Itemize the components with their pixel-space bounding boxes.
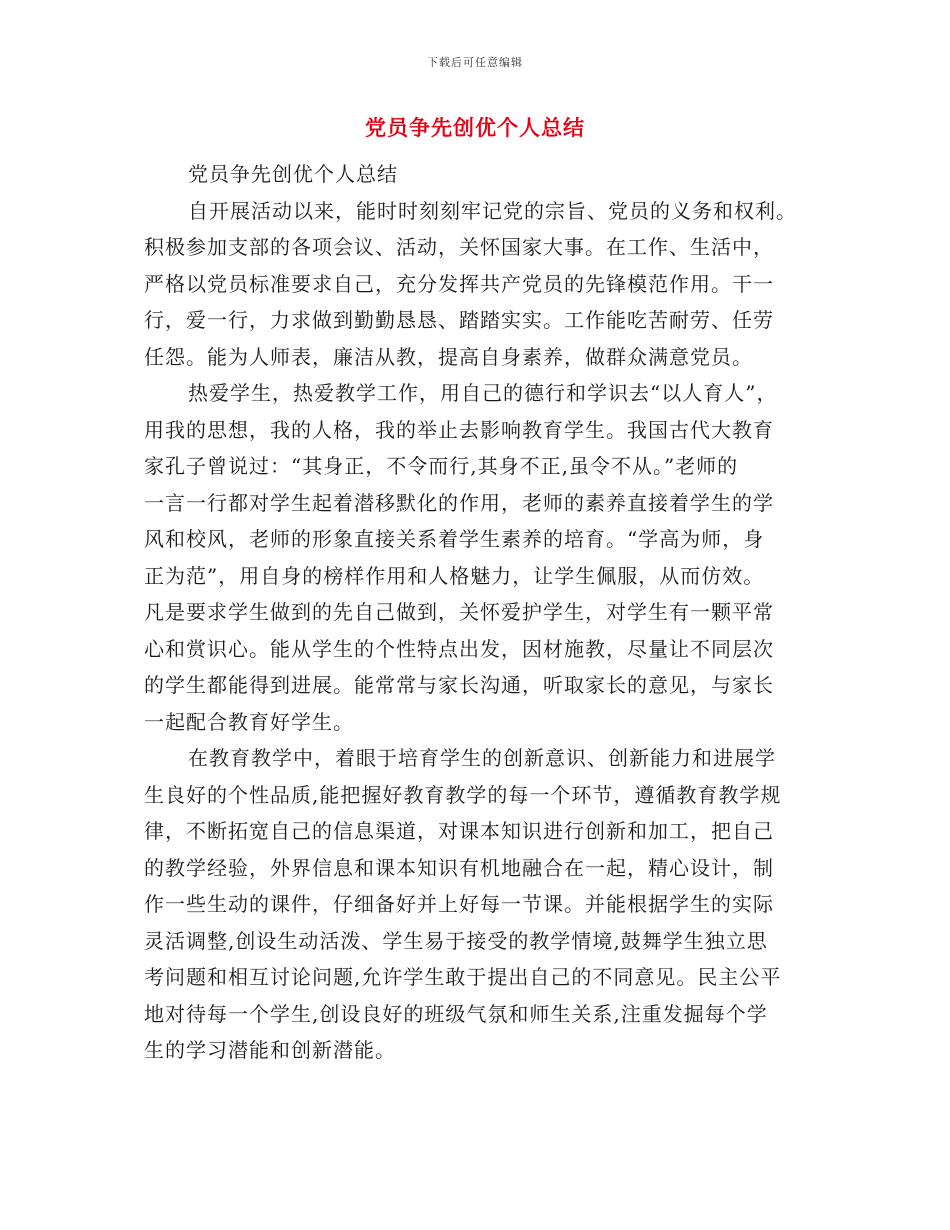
paragraph-line: 生的学习潜能和创新潜能。 bbox=[144, 1038, 396, 1062]
paragraph-line: 用我的思想，我的人格，我的举止去影响教育学生。我国古代大教育 bbox=[144, 417, 774, 442]
paragraph-line: 律，不断拓宽自己的信息渠道，对课本知识进行创新和加工，把自己 bbox=[144, 819, 774, 843]
paragraph-line: 行，爱一行，力求做到勤勤恳恳、踏踏实实。工作能吃苦耐劳、任劳 bbox=[144, 308, 774, 332]
paragraph-line: 考问题和相互讨论问题,允许学生敢于提出自己的不同意见。民主公平 bbox=[144, 965, 782, 989]
paragraph-2 bbox=[144, 375, 812, 740]
paragraph-line: 一言一行都对学生起着潜移默化的作用，老师的素养直接着学生的学 bbox=[144, 490, 774, 515]
page-header-note: 下载后可任意编辑 bbox=[427, 56, 523, 69]
paragraph-line: 风和校风，老师的形象直接关系着学生素养的培育。“学高为师，身 bbox=[144, 527, 765, 551]
paragraph-line: 严格以党员标准要求自己，充分发挥共产党员的先锋模范作用。干一 bbox=[144, 271, 774, 296]
paragraph-line: 的教学经验，外界信息和课本知识有机地融合在一起，精心设计，制 bbox=[144, 855, 774, 880]
document-title: 党员争先创优个人总结 bbox=[365, 116, 585, 140]
document-subtitle bbox=[144, 156, 812, 193]
paragraph-line: 地对待每一个学生,创设良好的班级气氛和师生关系,注重发掘每个学 bbox=[144, 1001, 768, 1026]
paragraph-line: 积极参加支部的各项会议、活动，关怀国家大事。在工作、生活中， bbox=[144, 235, 774, 259]
paragraph-line: 任怨。能为人师表，廉洁从教，提高自身素养，做群众满意党员。 bbox=[144, 344, 753, 369]
paragraph-line: 作一些生动的课件，仔细备好并上好每一节课。并能根据学生的实际 bbox=[144, 892, 774, 916]
paragraph-line: 凡是要求学生做到的先自己做到，关怀爱护学生，对学生有一颗平常 bbox=[144, 600, 774, 624]
paragraph-line: 的学生都能得到进展。能常常与家长沟通，听取家长的意见，与家长 bbox=[144, 673, 774, 697]
subtitle-line: 党员争先创优个人总结 bbox=[188, 162, 398, 186]
paragraph-3 bbox=[144, 740, 812, 1069]
paragraph-line: 心和赏识心。能从学生的个性特点出发，因材施教，尽量让不同层次 bbox=[144, 636, 774, 661]
paragraph-line: 灵活调整,创设生动活泼、学生易于接受的教学情境,鼓舞学生独立思 bbox=[144, 928, 768, 953]
paragraph-line: 正为范”，用自身的榜样作用和人格魅力，让学生佩服，从而仿效。 bbox=[144, 563, 765, 588]
paragraph-1 bbox=[144, 193, 812, 376]
paragraph-line: 家孔子曾说过：“其身正，不令而行,其身不正,虽令不从。”老师的 bbox=[144, 454, 739, 478]
paragraph-line: 一起配合教育好学生。 bbox=[144, 709, 354, 734]
paragraph-line: 自开展活动以来，能时时刻刻牢记党的宗旨、党员的义务和权利。 bbox=[188, 198, 797, 223]
document-body bbox=[144, 156, 812, 1069]
paragraph-line: 在教育教学中，着眼于培育学生的创新意识、创新能力和进展学 bbox=[188, 746, 776, 770]
paragraph-line: 生良好的个性品质,能把握好教育教学的每一个环节，遵循教育教学规 bbox=[144, 782, 782, 807]
paragraph-line: 热爱学生，热爱教学工作，用自己的德行和学识去“以人育人”， bbox=[188, 381, 778, 405]
